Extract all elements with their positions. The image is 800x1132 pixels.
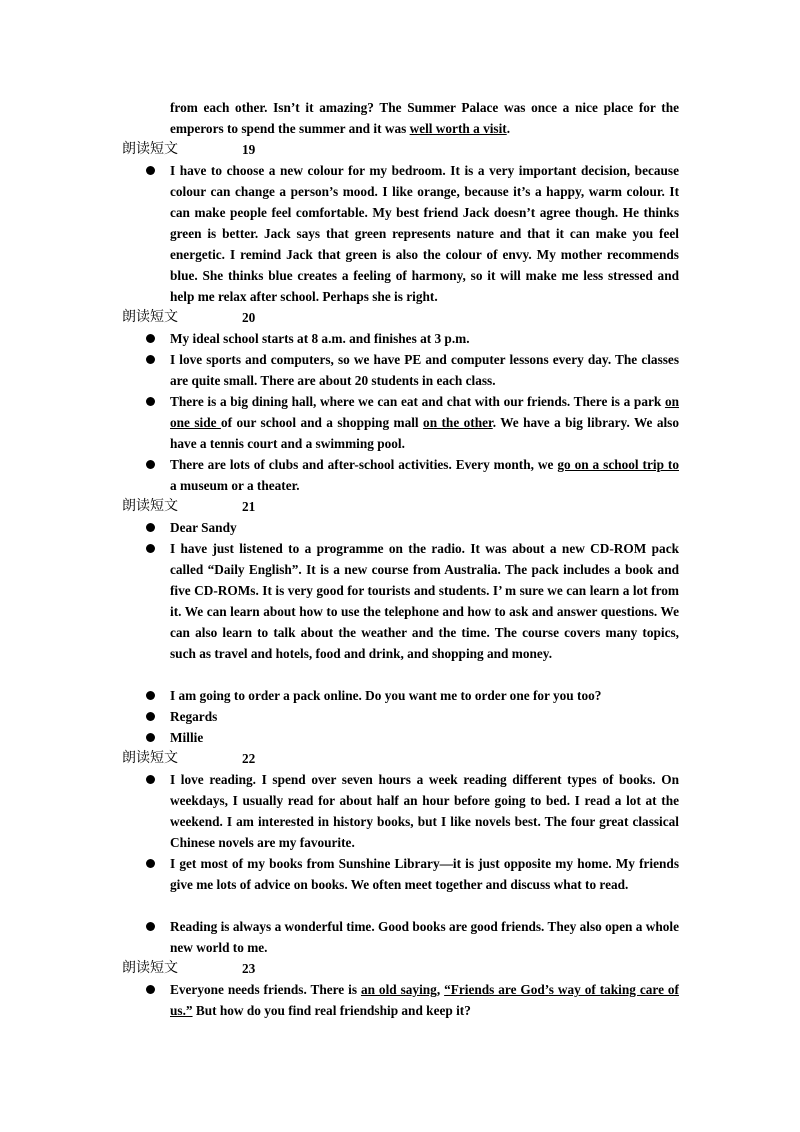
bullet-icon — [146, 355, 155, 364]
bullet-icon — [146, 859, 155, 868]
section-heading-20 — [122, 307, 256, 328]
paragraph-wonderful: Reading is always a wonderful time. Good books are good friends. They also open a whole new world to me. — [170, 919, 679, 955]
paragraph-dining-hall — [170, 391, 679, 454]
section-heading-22 — [122, 748, 256, 769]
paragraph-text: a museum or a theater. — [170, 478, 300, 493]
paragraph-text: of our school and a shopping mall — [220, 415, 424, 430]
underlined-phrase: “Friends are God’s way of taking care of us.” — [170, 982, 679, 1018]
underlined-phrase: on the other — [423, 415, 493, 430]
section-heading-19 — [122, 139, 256, 160]
bullet-icon — [146, 712, 155, 721]
paragraph-reading: I love reading. I spend over seven hours a week reading different types of books. On weekdays, I usually read for about half an hour before going to bed. I read a lot at the weekend. I am interested in history books, but I like novels best. The four great classical Chinese novels are my favourite. — [170, 772, 679, 850]
section-number: 19 — [242, 142, 256, 157]
section-label: 朗读短文 — [122, 141, 178, 157]
bullet-icon — [146, 922, 155, 931]
bullet-icon — [146, 397, 155, 406]
paragraph-text: There are lots of clubs and after-school activities. Every month, we — [170, 457, 558, 472]
paragraph-ideal-school: My ideal school starts at 8 a.m. and finishes at 3 p.m. — [170, 331, 470, 346]
underlined-phrase: on one side — [170, 394, 679, 430]
paragraph-cdrom: I have just listened to a programme on the radio. It was about a new CD-ROM pack called “Daily English”. It is a new course from Australia. The pack includes a book and five CD-ROMs. It is very good for tourists and students. I’ m sure we can learn a lot from it. We can learn about how to use the telephone and how to ask and answer questions. We can also learn to talk about the weather and the time. The course covers many topics, such as travel and hotels, food and drink, and shopping and money. — [170, 541, 679, 661]
paragraph-text: from each other. Isn’t it amazing? The Summer Palace was once a nice place for the emperors to spend the summer and it was — [170, 100, 679, 136]
paragraph-clubs — [170, 454, 679, 496]
section-number: 23 — [242, 961, 256, 976]
paragraph-summer-palace — [170, 97, 679, 139]
bullet-icon — [146, 166, 155, 175]
paragraph-text: Everyone needs friends. There is — [170, 982, 361, 997]
bullet-icon — [146, 544, 155, 553]
section-number: 20 — [242, 310, 256, 325]
section-number: 21 — [242, 499, 256, 514]
bullet-icon — [146, 733, 155, 742]
section-heading-21 — [122, 496, 256, 517]
paragraph-friends — [170, 979, 679, 1021]
bullet-icon — [146, 691, 155, 700]
paragraph-regards: Regards — [170, 709, 218, 724]
bullet-icon — [146, 523, 155, 532]
bullet-icon — [146, 460, 155, 469]
paragraph-order: I am going to order a pack online. Do you want me to order one for you too? — [170, 688, 602, 703]
bullet-icon — [146, 775, 155, 784]
underlined-phrase: well worth a visit — [409, 121, 507, 136]
paragraph-text: , — [436, 982, 445, 997]
section-label: 朗读短文 — [122, 498, 178, 514]
section-label: 朗读短文 — [122, 309, 178, 325]
paragraph-text: . — [506, 121, 511, 136]
section-label: 朗读短文 — [122, 960, 178, 976]
paragraph-text: But how do you find real friendship and keep it? — [192, 1003, 471, 1018]
section-heading-23 — [122, 958, 256, 979]
underlined-phrase: go on a school trip to — [557, 457, 679, 472]
section-label: 朗读短文 — [122, 750, 178, 766]
underlined-phrase: an old saying — [360, 982, 437, 997]
section-number: 22 — [242, 751, 256, 766]
paragraph-greeting: Dear Sandy — [170, 520, 237, 535]
paragraph-library: I get most of my books from Sunshine Library—it is just opposite my home. My friends give me lots of advice on books. We often meet together and discuss what to read. — [170, 856, 679, 892]
paragraph-colour: I have to choose a new colour for my bedroom. It is a very important decision, because colour can change a person’s mood. I like orange, because it’s a happy, warm colour. It can make people feel comfortable. My best friend Jack doesn’t agree though. He thinks green is better. Jack says that green represents nature and that it can make you feel energetic. I remind Jack that green is also the colour of envy. My mother recommends blue. She thinks blue creates a feeling of harmony, so it will make me less stressed and help me relax after school. Perhaps she is right. — [170, 163, 679, 304]
bullet-icon — [146, 334, 155, 343]
paragraph-signature: Millie — [170, 730, 204, 745]
bullet-icon — [146, 985, 155, 994]
paragraph-text: There is a big dining hall, where we can eat and chat with our friends. There is a park — [170, 394, 665, 409]
paragraph-text: . We have a big library. We also have a tennis court and a swimming pool. — [170, 415, 679, 451]
paragraph-sports: I love sports and computers, so we have PE and computer lessons every day. The classes are quite small. There are about 20 students in each class. — [170, 352, 679, 388]
